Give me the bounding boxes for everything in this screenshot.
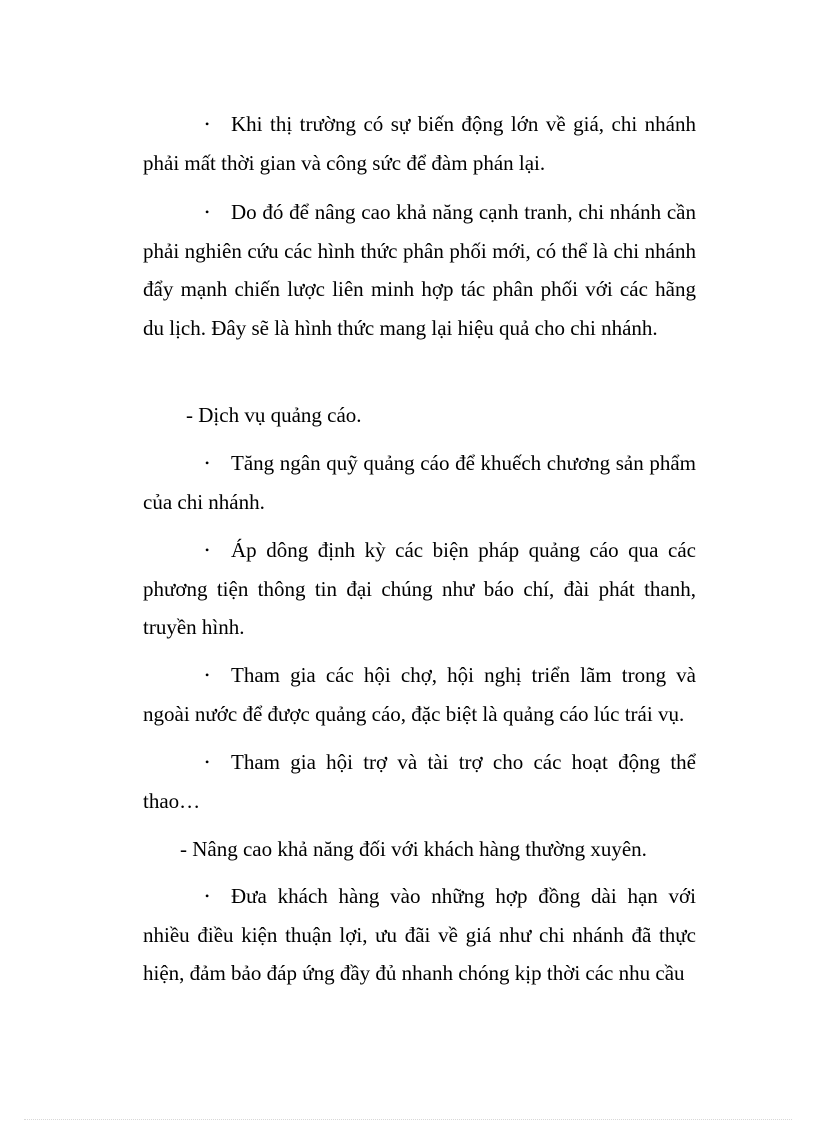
section-heading: - Dịch vụ quảng cáo. (186, 403, 362, 427)
bullet-paragraph (143, 193, 696, 347)
bullet-icon: • (205, 205, 210, 219)
bullet-icon: • (205, 456, 210, 470)
paragraph-text: Do đó để nâng cao khả năng cạnh tranh, chi nhánh cần phải nghiên cứu các hình thức phân phối mới, có thể là chi nhánh đẩy mạnh chiến lược liên minh hợp tác phân phối với các hãng du lịch. Đây sẽ là hình thức mang lại hiệu quả cho chi nhánh. (143, 200, 696, 340)
paragraph-text: Đưa khách hàng vào những hợp đồng dài hạn với nhiều điều kiện thuận lợi, ưu đãi về giá như chi nhánh đã thực hiện, đảm bảo đáp ứng đầy đủ nhanh chóng kịp thời các nhu cầu (143, 884, 696, 985)
bullet-paragraph (143, 877, 696, 993)
bullet-paragraph (143, 531, 696, 647)
paragraph-text: Tham gia hội trợ và tài trợ cho các hoạt động thể thao… (143, 750, 696, 813)
paragraph-text: Tăng ngân quỹ quảng cáo để khuếch chương sản phẩm của chi nhánh. (143, 451, 696, 514)
bullet-paragraph (143, 105, 696, 182)
bullet-icon: • (205, 117, 210, 131)
bullet-icon: • (205, 889, 210, 903)
paragraph-text: Tham gia các hội chợ, hội nghị triển lãm trong và ngoài nước để được quảng cáo, đặc biệt là quảng cáo lúc trái vụ. (143, 663, 696, 726)
bullet-paragraph (143, 743, 696, 820)
section-heading: - Nâng cao khả năng đối với khách hàng thường xuyên. (180, 837, 647, 861)
bullet-paragraph (143, 656, 696, 733)
bullet-icon: • (205, 543, 210, 557)
bullet-icon: • (205, 668, 210, 682)
page-bottom-rule (24, 1119, 792, 1120)
paragraph-text: Khi thị trường có sự biến động lớn về giá, chi nhánh phải mất thời gian và công sức để đàm phán lại. (143, 112, 696, 175)
paragraph-text: Áp dông định kỳ các biện pháp quảng cáo qua các phương tiện thông tin đại chúng như báo chí, đài phát thanh, truyền hình. (143, 538, 696, 639)
bullet-icon: • (205, 755, 210, 769)
bullet-paragraph (143, 444, 696, 521)
